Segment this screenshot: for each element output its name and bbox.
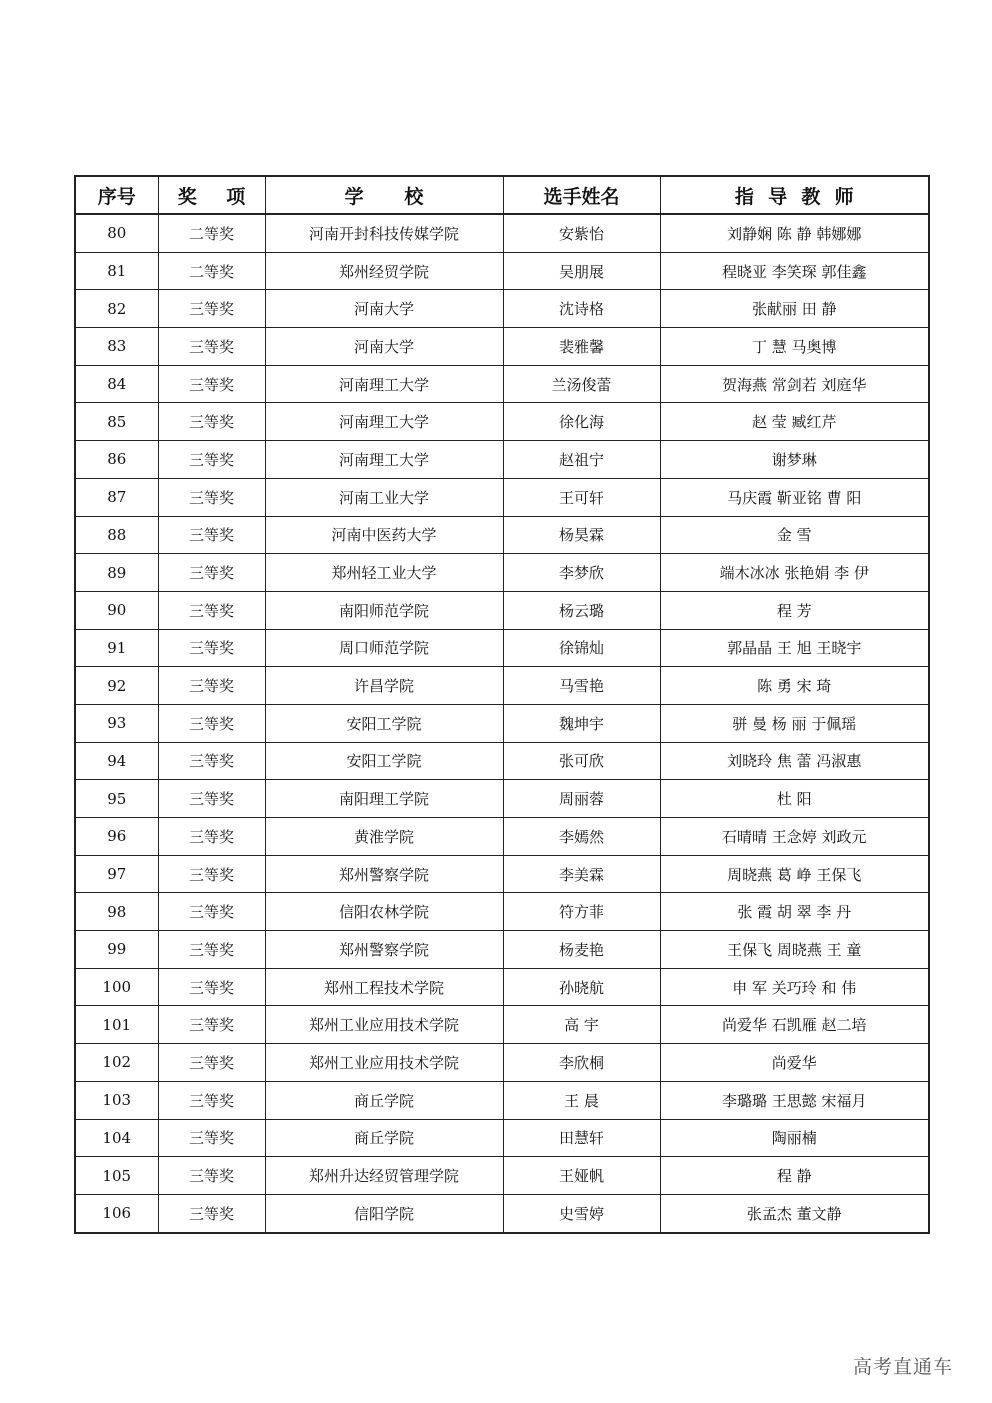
cell-teacher: 谢梦琳 [660,441,929,479]
cell-award: 三等奖 [158,478,265,516]
cell-teacher: 陈 勇 宋 琦 [660,667,929,705]
table-header [75,176,929,214]
table-row [75,780,929,818]
cell-name: 李梦欣 [503,554,660,592]
cell-school: 郑州轻工业大学 [265,554,503,592]
cell-award: 三等奖 [158,893,265,931]
cell-name: 安紫怡 [503,214,660,252]
cell-school: 郑州升达经贸管理学院 [265,1157,503,1195]
cell-name: 徐锦灿 [503,629,660,667]
cell-award: 三等奖 [158,1194,265,1232]
table-row [75,704,929,742]
cell-school: 信阳农林学院 [265,893,503,931]
cell-teacher: 端木冰冰 张艳娟 李 伊 [660,554,929,592]
cell-no: 96 [75,818,158,856]
cell-name: 李美霖 [503,855,660,893]
cell-school: 郑州警察学院 [265,855,503,893]
cell-name: 赵祖宁 [503,441,660,479]
cell-school: 郑州警察学院 [265,931,503,969]
cell-no: 84 [75,365,158,403]
cell-no: 82 [75,290,158,328]
cell-teacher: 张孟杰 董文静 [660,1194,929,1232]
cell-teacher: 金 雪 [660,516,929,554]
cell-teacher: 陶丽楠 [660,1119,929,1157]
cell-school: 郑州工业应用技术学院 [265,1044,503,1082]
table-row [75,818,929,856]
cell-award: 三等奖 [158,968,265,1006]
cell-no: 81 [75,252,158,290]
cell-name: 杨云璐 [503,591,660,629]
cell-school: 安阳工学院 [265,704,503,742]
cell-school: 安阳工学院 [265,742,503,780]
cell-school: 商丘学院 [265,1081,503,1119]
cell-award: 三等奖 [158,365,265,403]
table-row [75,1157,929,1195]
cell-no: 101 [75,1006,158,1044]
cell-name: 王 晨 [503,1081,660,1119]
cell-school: 周口师范学院 [265,629,503,667]
cell-teacher: 丁 慧 马奥博 [660,328,929,366]
table-row [75,629,929,667]
cell-no: 94 [75,742,158,780]
cell-no: 87 [75,478,158,516]
cell-name: 田慧轩 [503,1119,660,1157]
header-award: 奖 项 [158,176,265,214]
cell-school: 河南大学 [265,290,503,328]
table-row [75,1044,929,1082]
cell-teacher: 李璐璐 王思懿 宋福月 [660,1081,929,1119]
watermark-text: 高考直通车 [853,1356,954,1378]
table-row [75,591,929,629]
cell-no: 103 [75,1081,158,1119]
cell-award: 三等奖 [158,591,265,629]
cell-no: 89 [75,554,158,592]
cell-school: 河南中医药大学 [265,516,503,554]
cell-award: 三等奖 [158,855,265,893]
cell-school: 信阳学院 [265,1194,503,1232]
cell-award: 二等奖 [158,214,265,252]
cell-award: 三等奖 [158,1119,265,1157]
award-table [74,175,930,1234]
cell-school: 南阳理工学院 [265,780,503,818]
table-row [75,968,929,1006]
cell-no: 102 [75,1044,158,1082]
table-row [75,290,929,328]
table-row [75,1119,929,1157]
table-row [75,328,929,366]
cell-teacher: 尚爱华 石凯雁 赵二培 [660,1006,929,1044]
cell-school: 河南理工大学 [265,365,503,403]
table-row [75,1081,929,1119]
cell-teacher: 杜 阳 [660,780,929,818]
cell-no: 104 [75,1119,158,1157]
cell-name: 王娅帆 [503,1157,660,1195]
cell-name: 李欣桐 [503,1044,660,1082]
header-teacher: 指 导 教 师 [660,176,929,214]
cell-no: 97 [75,855,158,893]
table-row [75,931,929,969]
cell-no: 95 [75,780,158,818]
cell-no: 98 [75,893,158,931]
cell-name: 吴朋展 [503,252,660,290]
cell-name: 兰汤俊蕾 [503,365,660,403]
cell-award: 三等奖 [158,328,265,366]
cell-school: 河南开封科技传媒学院 [265,214,503,252]
cell-teacher: 石晴晴 王念婷 刘政元 [660,818,929,856]
header-row [75,176,929,214]
cell-no: 105 [75,1157,158,1195]
cell-no: 88 [75,516,158,554]
cell-name: 高 宇 [503,1006,660,1044]
table-row [75,742,929,780]
cell-teacher: 刘晓玲 焦 蕾 冯淑惠 [660,742,929,780]
table-row [75,516,929,554]
table-row [75,1006,929,1044]
cell-school: 河南大学 [265,328,503,366]
table-row [75,365,929,403]
cell-teacher: 郭晶晶 王 旭 王晓宇 [660,629,929,667]
cell-award: 三等奖 [158,290,265,328]
cell-name: 符方菲 [503,893,660,931]
cell-school: 郑州工业应用技术学院 [265,1006,503,1044]
cell-no: 83 [75,328,158,366]
table-row [75,214,929,252]
cell-school: 南阳师范学院 [265,591,503,629]
cell-school: 商丘学院 [265,1119,503,1157]
cell-no: 91 [75,629,158,667]
cell-award: 三等奖 [158,742,265,780]
table-row [75,252,929,290]
cell-no: 93 [75,704,158,742]
cell-teacher: 申 军 关巧玲 和 伟 [660,968,929,1006]
header-no: 序号 [75,176,158,214]
cell-name: 徐化海 [503,403,660,441]
cell-no: 86 [75,441,158,479]
cell-teacher: 程晓亚 李笑琛 郭佳鑫 [660,252,929,290]
cell-teacher: 王保飞 周晓燕 王 童 [660,931,929,969]
cell-teacher: 贺海燕 常剑若 刘庭华 [660,365,929,403]
cell-teacher: 张献丽 田 静 [660,290,929,328]
table-body [75,214,929,1233]
cell-name: 周丽蓉 [503,780,660,818]
cell-award: 三等奖 [158,629,265,667]
cell-name: 李嫣然 [503,818,660,856]
table-row [75,1194,929,1232]
cell-name: 魏坤宇 [503,704,660,742]
cell-award: 三等奖 [158,704,265,742]
cell-teacher: 张 霞 胡 翠 李 丹 [660,893,929,931]
cell-award: 三等奖 [158,1006,265,1044]
cell-award: 三等奖 [158,780,265,818]
cell-no: 85 [75,403,158,441]
cell-teacher: 马庆霞 靳亚铭 曹 阳 [660,478,929,516]
cell-no: 90 [75,591,158,629]
cell-award: 三等奖 [158,403,265,441]
cell-name: 张可欣 [503,742,660,780]
table-row [75,893,929,931]
table-row [75,478,929,516]
cell-school: 郑州经贸学院 [265,252,503,290]
cell-award: 三等奖 [158,818,265,856]
cell-school: 河南理工大学 [265,441,503,479]
cell-teacher: 尚爱华 [660,1044,929,1082]
cell-no: 92 [75,667,158,705]
cell-award: 三等奖 [158,1044,265,1082]
cell-teacher: 刘静娴 陈 静 韩娜娜 [660,214,929,252]
cell-award: 三等奖 [158,516,265,554]
cell-award: 二等奖 [158,252,265,290]
cell-award: 三等奖 [158,441,265,479]
cell-award: 三等奖 [158,1157,265,1195]
cell-no: 106 [75,1194,158,1232]
cell-teacher: 程 芳 [660,591,929,629]
cell-name: 裴雅馨 [503,328,660,366]
cell-name: 杨麦艳 [503,931,660,969]
cell-name: 沈诗格 [503,290,660,328]
cell-no: 80 [75,214,158,252]
cell-teacher: 骈 曼 杨 丽 于佩瑶 [660,704,929,742]
cell-award: 三等奖 [158,1081,265,1119]
cell-name: 孙晓航 [503,968,660,1006]
cell-award: 三等奖 [158,554,265,592]
cell-school: 黄淮学院 [265,818,503,856]
cell-no: 99 [75,931,158,969]
cell-school: 许昌学院 [265,667,503,705]
cell-name: 杨昊霖 [503,516,660,554]
cell-school: 河南理工大学 [265,403,503,441]
cell-school: 郑州工程技术学院 [265,968,503,1006]
cell-name: 王可轩 [503,478,660,516]
cell-award: 三等奖 [158,931,265,969]
cell-school: 河南工业大学 [265,478,503,516]
cell-teacher: 周晓燕 葛 峥 王保飞 [660,855,929,893]
table-row [75,554,929,592]
header-name: 选手姓名 [503,176,660,214]
cell-award: 三等奖 [158,667,265,705]
cell-name: 史雪婷 [503,1194,660,1232]
cell-teacher: 赵 莹 臧红芹 [660,403,929,441]
cell-name: 马雪艳 [503,667,660,705]
table-row [75,403,929,441]
table-row [75,441,929,479]
cell-teacher: 程 静 [660,1157,929,1195]
cell-no: 100 [75,968,158,1006]
table-row [75,667,929,705]
header-school: 学 校 [265,176,503,214]
table-row [75,855,929,893]
